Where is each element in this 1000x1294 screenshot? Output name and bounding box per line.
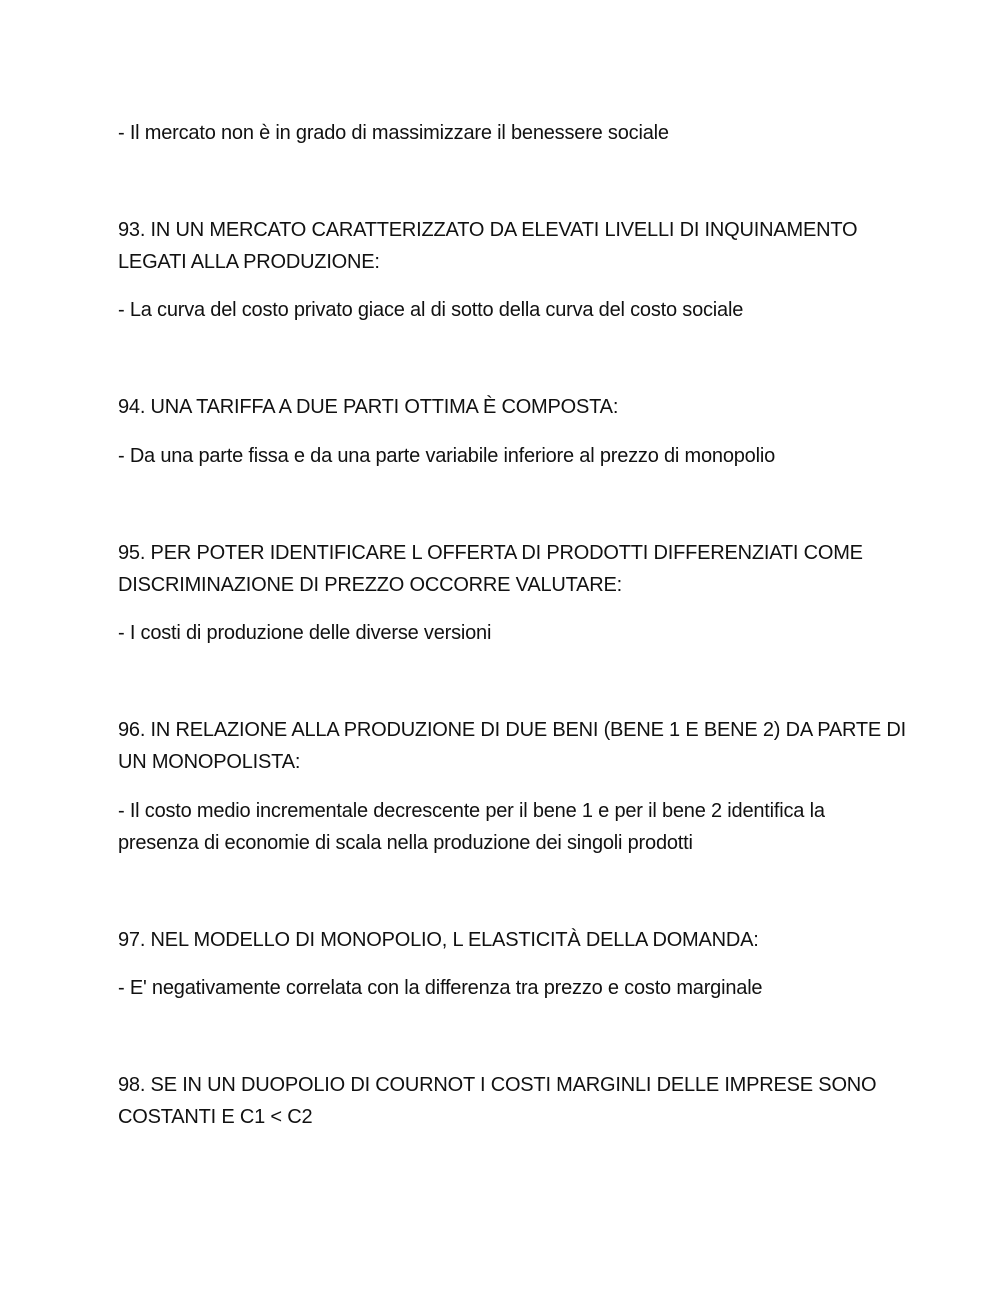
question-95-line-1: 95. PER POTER IDENTIFICARE L OFFERTA DI PRODOTTI DIFFERENZIATI COME (118, 542, 863, 564)
question-94-line-1: 94. UNA TARIFFA A DUE PARTI OTTIMA È COMPOSTA: (118, 396, 619, 418)
answer-94-line-1: - Da una parte fissa e da una parte variabile inferiore al prezzo di monopolio (118, 445, 776, 467)
answer-93-line-1: - La curva del costo privato giace al di sotto della curva del costo sociale (118, 299, 744, 321)
intro-answer: - Il mercato non è in grado di massimizzare il benessere sociale (118, 122, 669, 144)
question-96-line-2: UN MONOPOLISTA: (118, 751, 301, 773)
question-93-line-2: LEGATI ALLA PRODUZIONE: (118, 251, 380, 273)
question-93-line-1: 93. IN UN MERCATO CARATTERIZZATO DA ELEVATI LIVELLI DI INQUINAMENTO (118, 219, 858, 241)
question-97-line-1: 97. NEL MODELLO DI MONOPOLIO, L ELASTICITÀ DELLA DOMANDA: (118, 929, 759, 951)
question-98-line-2: COSTANTI E C1 < C2 (118, 1106, 313, 1128)
answer-96-line-2: presenza di economie di scala nella produzione dei singoli prodotti (118, 832, 693, 854)
answer-97-line-1: - E' negativamente correlata con la differenza tra prezzo e costo marginale (118, 977, 763, 999)
answer-95-line-1: - I costi di produzione delle diverse versioni (118, 622, 492, 644)
answer-96-line-1: - Il costo medio incrementale decrescente per il bene 1 e per il bene 2 identifica la (118, 800, 825, 822)
question-95-line-2: DISCRIMINAZIONE DI PREZZO OCCORRE VALUTARE: (118, 574, 623, 596)
question-98-line-1: 98. SE IN UN DUOPOLIO DI COURNOT I COSTI MARGINLI DELLE IMPRESE SONO (118, 1074, 877, 1096)
question-96-line-1: 96. IN RELAZIONE ALLA PRODUZIONE DI DUE BENI (BENE 1 E BENE 2) DA PARTE DI (118, 719, 907, 741)
